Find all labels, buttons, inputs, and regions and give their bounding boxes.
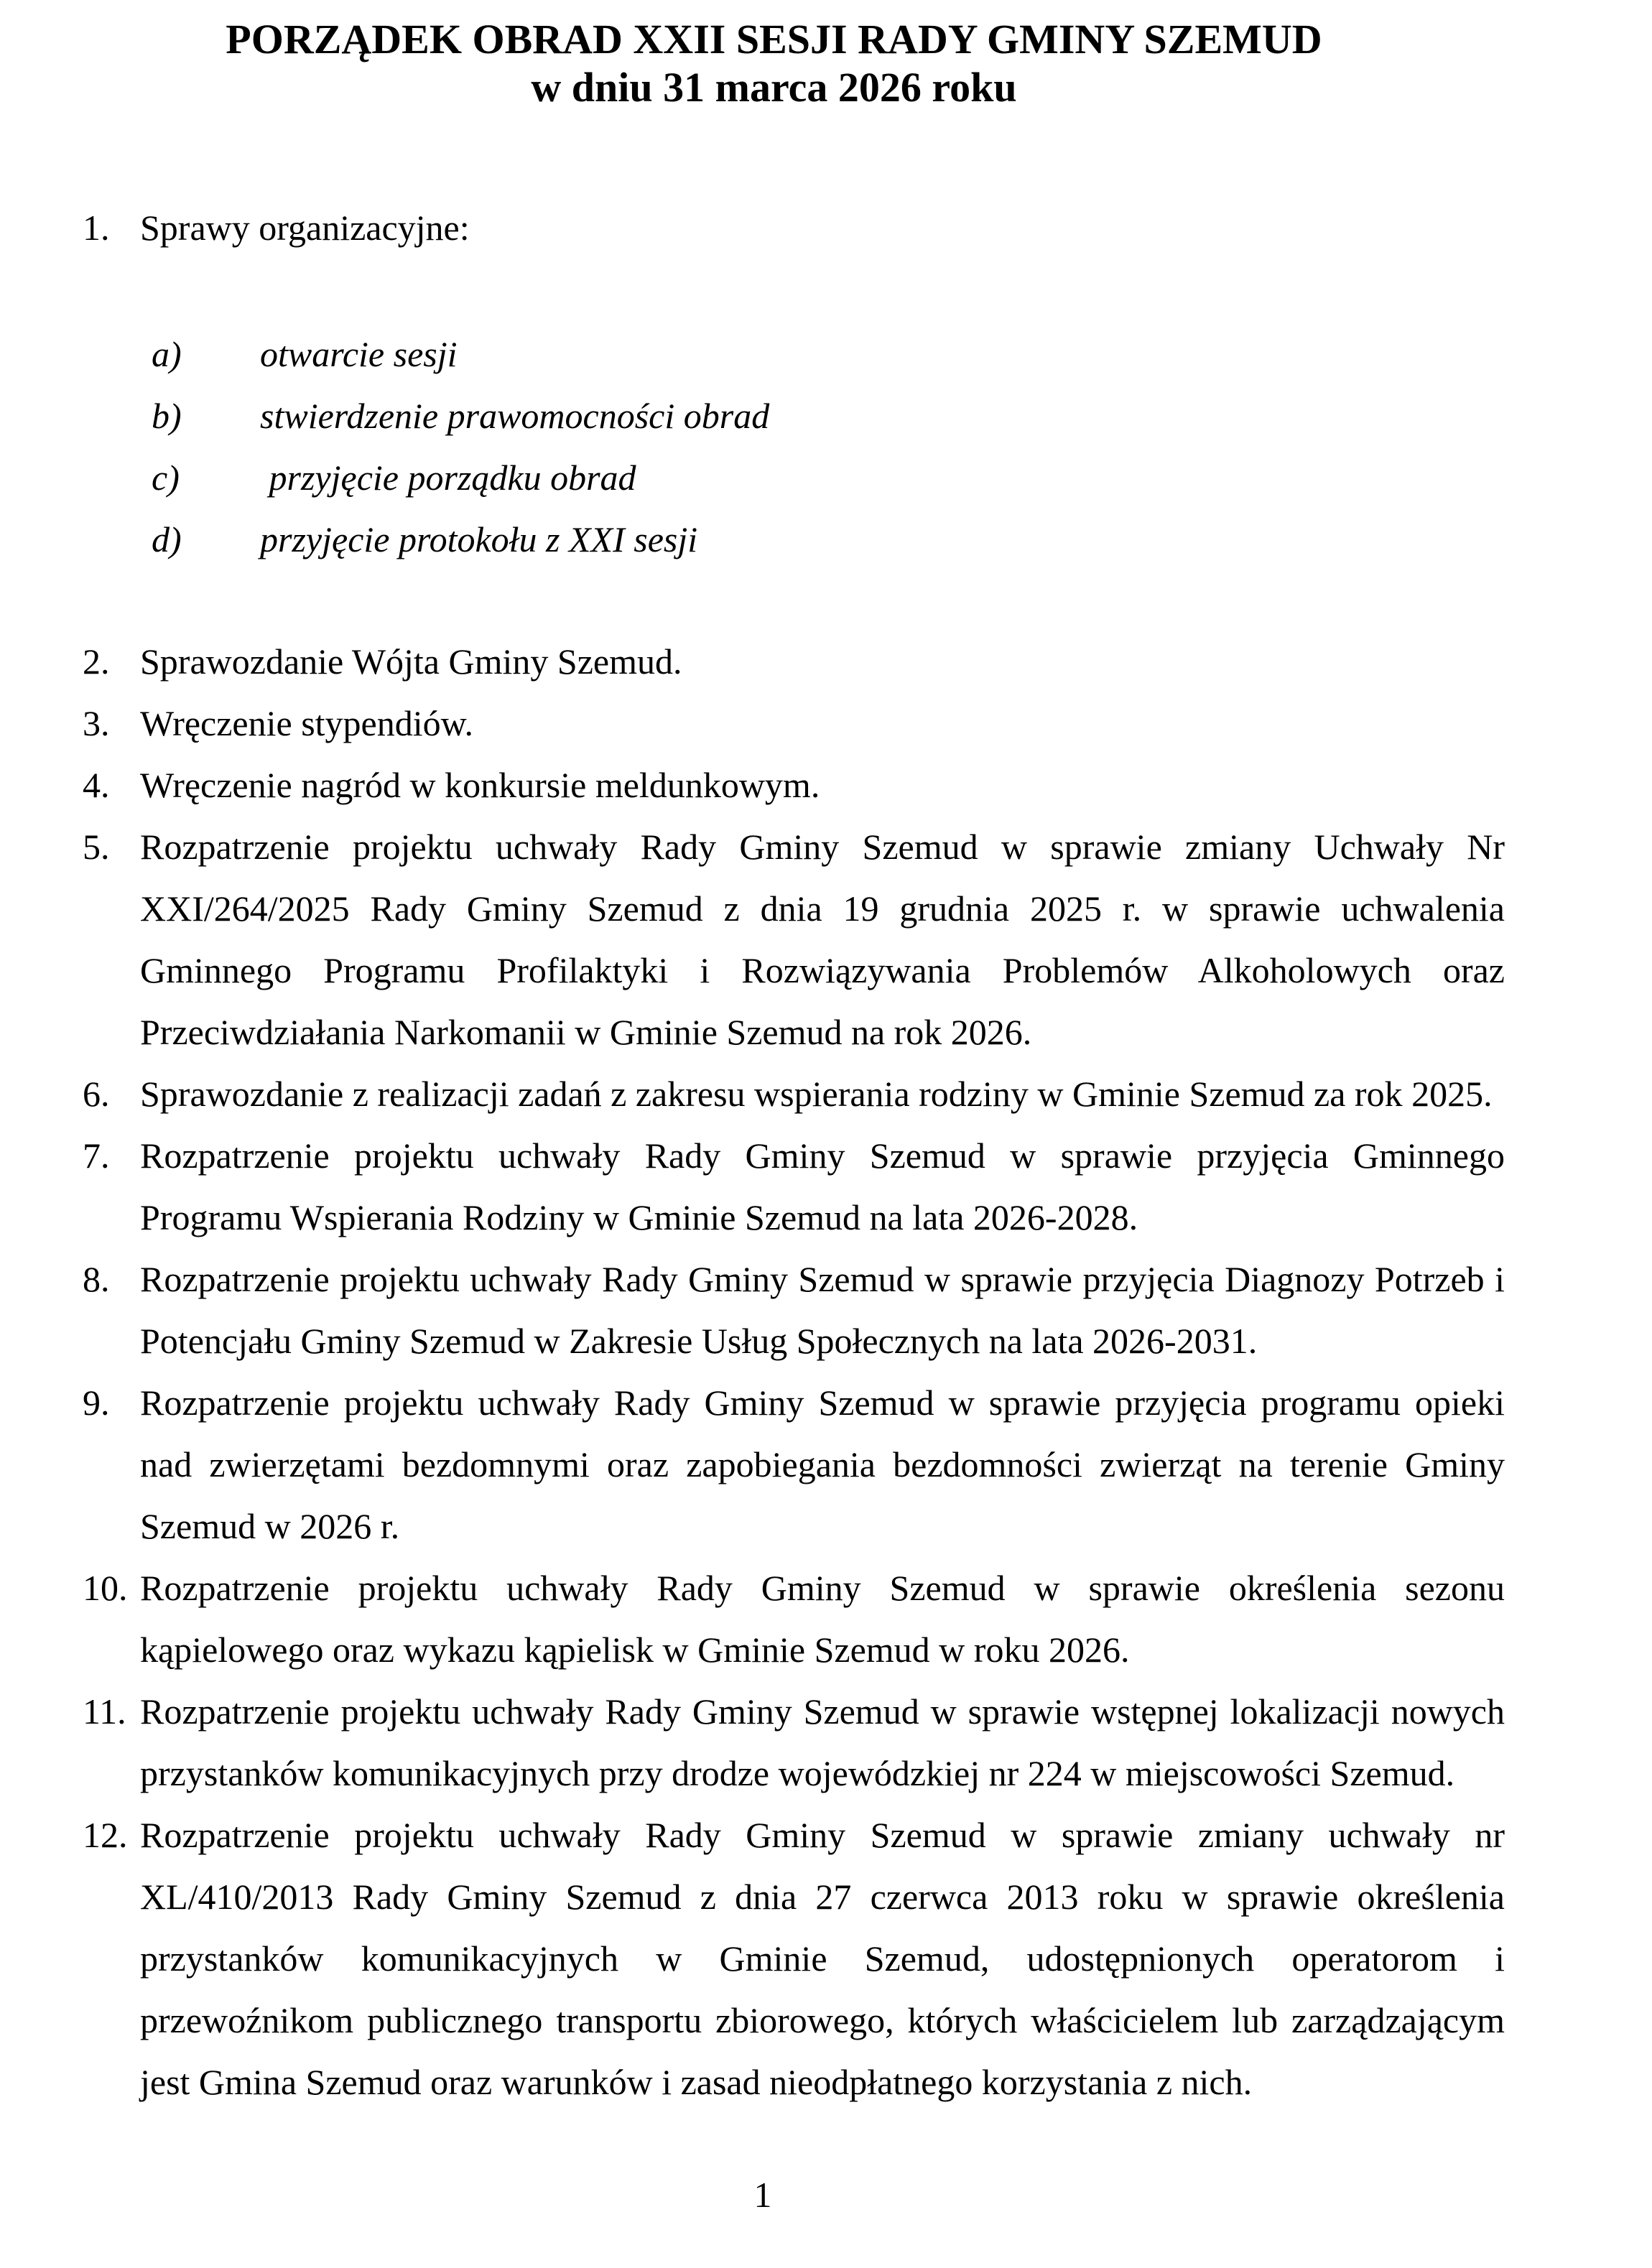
agenda-subitem-d [83,508,1505,570]
title-line-2: w dniu 31 marca 2026 roku [531,64,1017,111]
agenda-list [83,197,1505,2113]
subitem-letter: a) [152,334,182,374]
item-number: 1. [83,208,110,248]
agenda-item-8 [83,1248,1505,1372]
item-text: Rozpatrzenie projektu uchwały Rady Gminy Szemud w sprawie przyjęcia Diagnozy Potrzeb i Potencjału Gminy Szemud w Zakresie Usług Społecznych na lata 2026-2031. [140,1259,1505,1361]
item-text: Sprawy organizacyjne: [140,208,470,248]
item-number: 7. [83,1135,110,1176]
item-number: 8. [83,1259,110,1299]
item-text: Rozpatrzenie projektu uchwały Rady Gminy Szemud w sprawie przyjęcia programu opieki nad zwierzętami bezdomnymi oraz zapobiegania bezdomności zwierząt na terenie Gminy Szemud w 2026 r. [140,1382,1505,1546]
item-number: 6. [83,1074,110,1114]
item-number: 9. [83,1382,110,1423]
agenda-sublist [83,323,1505,570]
agenda-item-2 [83,631,1505,692]
item-number: 4. [83,765,110,805]
document-title [83,15,1505,111]
agenda-item-12 [83,1804,1505,2113]
item-text: Sprawozdanie Wójta Gminy Szemud. [140,641,682,682]
item-number: 12. [83,1815,128,1855]
subitem-text: przyjęcie protokołu z XXI sesji [260,519,698,559]
item-text: Wręczenie nagród w konkursie meldunkowym. [140,765,820,805]
item-number: 11. [83,1691,126,1732]
agenda-item-7 [83,1125,1505,1248]
agenda-item-4 [83,754,1505,816]
agenda-item-3 [83,692,1505,754]
agenda-subitem-b [83,385,1505,447]
item-text: Rozpatrzenie projektu uchwały Rady Gminy Szemud w sprawie zmiany uchwały nr XL/410/2013 Rady Gminy Szemud z dnia 27 czerwca 2013 roku w sprawie określenia przystanków komunikacyjnych w Gminie Szemud, udostępnionych operatorom i przewoźnikom publicznego transportu zbiorowego, których właścicielem lub zarządzającym jest Gmina Szemud oraz warunków i zasad nieodpłatnego korzystania z nich. [140,1815,1505,2102]
item-text: Sprawozdanie z realizacji zadań z zakresu wspierania rodziny w Gminie Szemud za rok 2025. [140,1074,1493,1114]
page-number: 1 [753,2175,772,2215]
subitem-text: otwarcie sesji [260,334,458,374]
agenda-subitem-c [83,447,1505,508]
subitem-letter: d) [152,519,182,559]
item-number: 3. [83,703,110,743]
agenda-item-5 [83,816,1505,1063]
title-line-1: PORZĄDEK OBRAD XXII SESJI RADY GMINY SZEMUD [226,16,1322,62]
item-text: Rozpatrzenie projektu uchwały Rady Gminy Szemud w sprawie zmiany Uchwały Nr XXI/264/2025 Rady Gminy Szemud z dnia 19 grudnia 2025 r. w sprawie uchwalenia Gminnego Programu Profilaktyki i Rozwiązywania Problemów Alkoholowych oraz Przeciwdziałania Narkomanii w Gminie Szemud na rok 2026. [140,827,1505,1052]
agenda-item-6 [83,1063,1505,1125]
subitem-text: przyjęcie porządku obrad [260,457,636,498]
item-number: 10. [83,1568,128,1608]
item-text: Wręczenie stypendiów. [140,703,473,743]
subitem-letter: c) [152,457,180,498]
item-number: 5. [83,827,110,867]
item-text: Rozpatrzenie projektu uchwały Rady Gminy Szemud w sprawie określenia sezonu kąpielowego oraz wykazu kąpielisk w Gminie Szemud w roku 2026. [140,1568,1505,1670]
subitem-letter: b) [152,396,182,436]
agenda-subitem-a [83,323,1505,385]
item-number: 2. [83,641,110,682]
agenda-item-11 [83,1681,1505,1804]
agenda-item-9 [83,1372,1505,1557]
item-text: Rozpatrzenie projektu uchwały Rady Gminy Szemud w sprawie wstępnej lokalizacji nowych przystanków komunikacyjnych przy drodze wojewódzkiej nr 224 w miejscowości Szemud. [140,1691,1505,1793]
item-text: Rozpatrzenie projektu uchwały Rady Gminy Szemud w sprawie przyjęcia Gminnego Programu Wspierania Rodziny w Gminie Szemud na lata 2026-2028. [140,1135,1505,1237]
agenda-item-1 [83,197,1505,259]
agenda-item-10 [83,1557,1505,1681]
subitem-text: stwierdzenie prawomocności obrad [260,396,770,436]
